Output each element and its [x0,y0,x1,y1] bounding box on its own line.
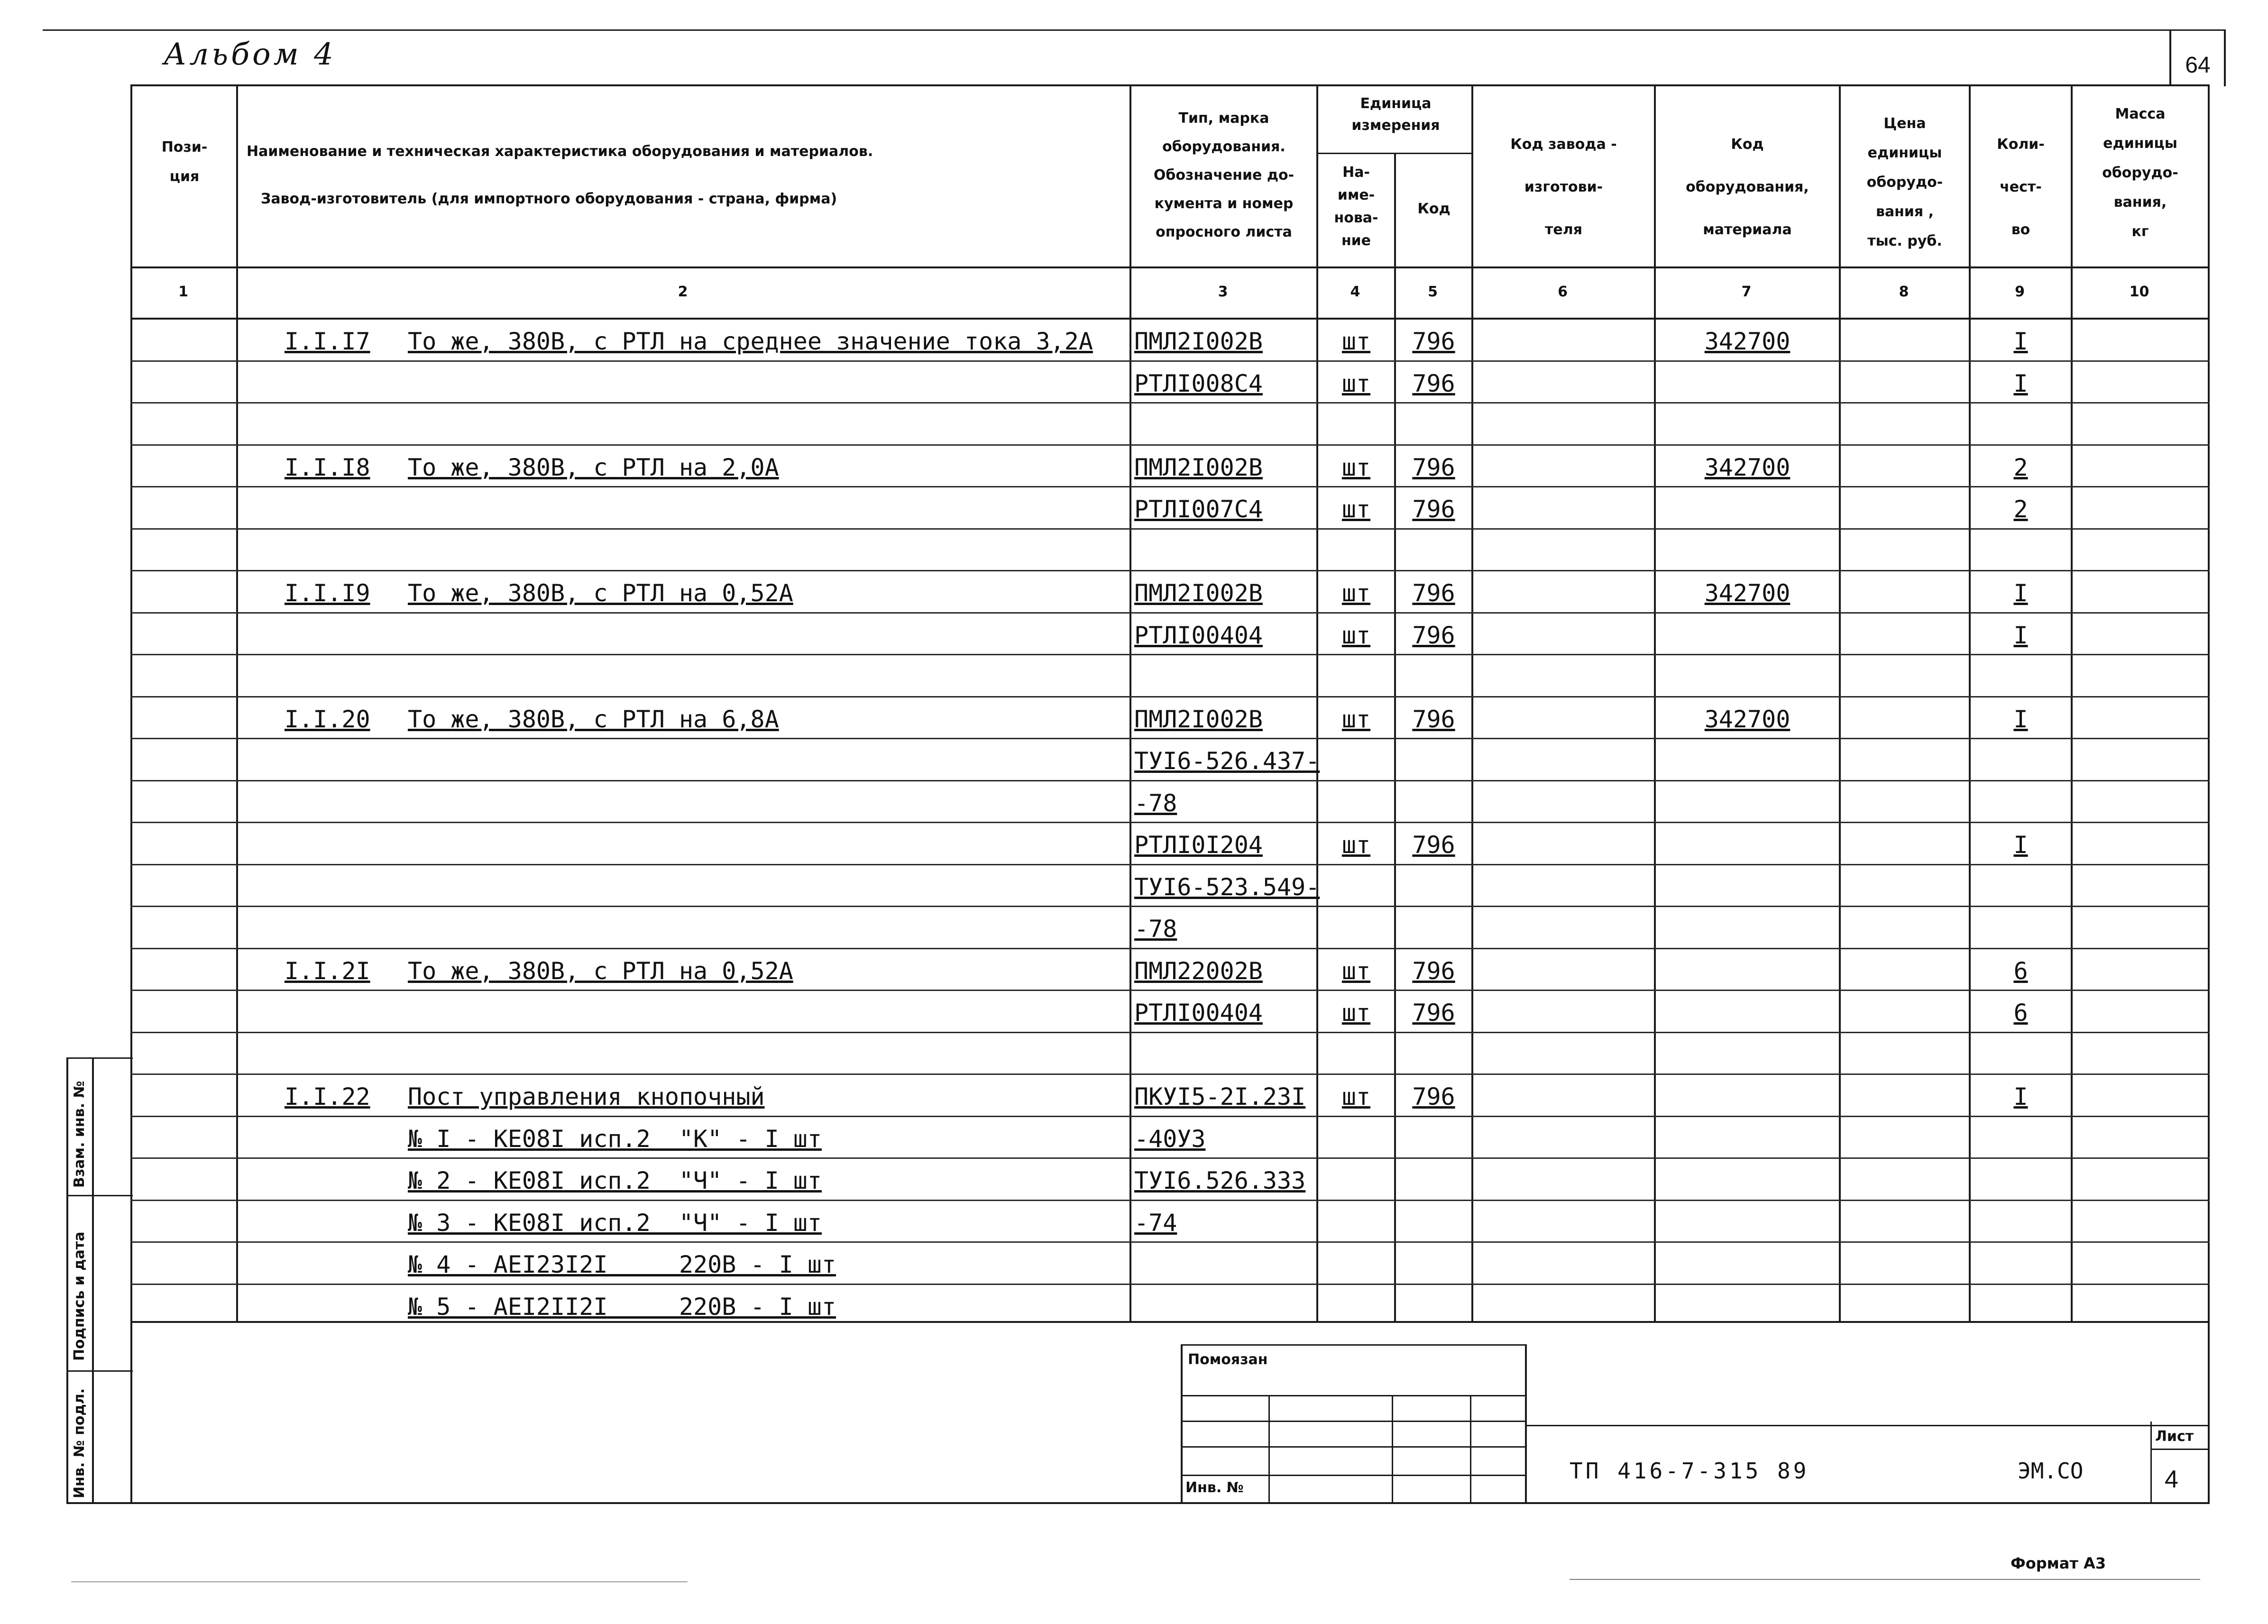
page-number-box-right [2224,29,2226,86]
cell-pos: I.I.I8 [285,453,370,481]
cell-name: То же, 380В, с РТЛ на 6,8А [408,705,779,733]
cell-code: 796 [1412,831,1455,859]
colnum: 1 [178,284,188,300]
header-material-code: Код оборудования, материала [1686,136,1809,238]
cell-type: ПМЛ2I002В [1134,579,1263,607]
cell-name: То же, 380В, с РТЛ на 2,0А [408,453,779,481]
row-separator [130,990,2210,991]
cell-type: ПМЛ2I002В [1134,705,1263,733]
col-line-9 [2071,84,2073,1323]
row-separator [130,1116,2210,1117]
col-line-8 [1969,84,1971,1323]
cell-code: 796 [1412,453,1455,481]
side-stamp-left [66,1057,68,1504]
cell-mat: 342700 [1704,453,1791,481]
row-separator [130,528,2210,530]
approval-col-1 [1268,1395,1270,1503]
cell-code: 796 [1412,328,1455,355]
bottom-trim-rule [1570,1579,2200,1580]
cell-code: 796 [1412,369,1455,397]
row-separator [130,1284,2210,1285]
side-stamp-top [66,1057,133,1059]
cell-name: То же, 380В, с РТЛ на 0,52А [408,579,793,607]
frame-right [2208,84,2210,1504]
cell-type: ПМЛ2I002В [1134,453,1263,481]
cell-qty: 6 [2013,999,2028,1027]
cell-code: 796 [1412,999,1455,1027]
document-suffix: ЭМ.СО [2018,1458,2084,1484]
cell-name: Пост управления кнопочный [408,1083,765,1110]
col-line-7 [1839,84,1841,1323]
cell-qty: I [2013,369,2028,397]
page-number: 64 [2185,53,2211,78]
cell-type: ТУI6-523.549- [1134,873,1320,901]
cell-unit: шт [1341,831,1371,859]
cell-name: То же, 380В, с РТЛ на 0,52А [408,957,793,985]
row-separator [130,654,2210,655]
approval-left [1181,1344,1183,1503]
cell-unit: шт [1341,453,1371,481]
album-title: Альбом 4 [164,37,336,72]
row-separator [130,360,2210,362]
row-separator [130,864,2210,865]
cell-code: 796 [1412,621,1455,649]
sheet-number: 4 [2165,1466,2178,1493]
colnum: 8 [1899,284,1909,300]
cell-qty: I [2013,705,2028,733]
cell-qty: I [2013,831,2028,859]
header-type: Тип, марка оборудования. Обозначение до- кумента и номер опросного листа [1153,110,1295,240]
colnum: 2 [678,284,688,300]
side-stamp-div2 [66,1370,133,1372]
row-separator [130,1157,2210,1159]
row-separator [130,444,2210,446]
header-price: Цена единицы оборудо- вания , тыс. руб. [1866,115,1943,249]
approval-rule-4 [1181,1475,1527,1476]
cell-code: 796 [1412,1083,1455,1110]
cell-type: РТЛI0I204 [1134,831,1263,859]
cell-type: РТЛI00404 [1134,999,1263,1027]
cell-name: № I - КЕ08I исп.2 "К" - I шт [408,1125,822,1153]
cell-mat: 342700 [1704,328,1791,355]
colnum: 3 [1218,284,1228,300]
col-line-5 [1471,84,1473,1323]
cell-type: ТУI6-526.437- [1134,747,1320,775]
side-stamp-div1 [66,1195,133,1196]
sheet-box-left [2150,1422,2152,1503]
frame-top [130,84,2210,86]
col-line-1 [236,84,238,1323]
document-code: ТП 416-7-315 89 [1570,1458,1809,1484]
cell-pos: I.I.2I [285,957,370,985]
cell-code: 796 [1412,957,1455,985]
cell-pos: I.I.22 [285,1083,370,1110]
cell-type: РТЛI00404 [1134,621,1263,649]
cell-name: № 5 - АЕI2II2I 220В - I шт [408,1293,836,1321]
cell-type: ПМЛ22002В [1134,957,1263,985]
cell-type: ПМЛ2I002В [1134,328,1263,355]
row-separator [130,1073,2210,1075]
header-position: Пози- ция [161,139,208,185]
cell-qty: I [2013,328,2028,355]
side-stamp-mid [92,1057,94,1504]
approval-col-3 [1470,1395,1471,1503]
cell-name: № 4 - АЕI23I2I 220В - I шт [408,1251,836,1278]
col-line-2 [1129,84,1131,1323]
row-separator [130,612,2210,614]
colnum: 10 [2129,284,2149,300]
row-separator [130,780,2210,781]
row-separator [130,570,2210,571]
approval-rule-1 [1181,1395,1527,1396]
title-block-rule [1525,1425,2208,1426]
cell-type: ПКУI5-2I.23I [1134,1083,1306,1110]
side-label-original: Инв. № подл. [71,1388,88,1498]
row-separator [130,402,2210,404]
top-rule [43,29,2224,31]
cell-qty: 2 [2013,453,2028,481]
cell-unit: шт [1341,1083,1371,1110]
cell-name: То же, 380В, с РТЛ на среднее значение тока 3,2А [408,328,1093,355]
approval-top [1181,1344,1527,1346]
approval-rule-3 [1181,1446,1527,1448]
cell-type: -78 [1134,789,1177,817]
cell-qty: I [2013,621,2028,649]
header-unit-name: На- име- нова- ние [1334,164,1378,249]
approval-label: Помоязан [1188,1351,1268,1368]
cell-pos: I.I.I9 [285,579,370,607]
row-separator [130,1241,2210,1243]
header-name: Наименование и техническая характеристика оборудования и материалов. Завод-изготовитель (для импортного оборудования - страна, фирма) [247,143,873,207]
row-separator [130,906,2210,907]
cell-unit: шт [1341,328,1371,355]
cell-qty: 2 [2013,495,2028,523]
header-factory-code: Код завода - изготови- теля [1510,136,1617,238]
sheet-label: Лист [2155,1428,2194,1445]
cell-unit: шт [1341,957,1371,985]
cell-unit: шт [1341,369,1371,397]
row-separator [130,948,2210,949]
page-number-box-left [2169,29,2171,86]
approval-rule-2 [1181,1421,1527,1422]
row-separator [130,696,2210,697]
colnum-rule [130,318,2210,320]
header-quantity: Коли- чест- во [1997,136,2045,238]
cell-type: -40УЗ [1134,1125,1206,1153]
cell-unit: шт [1341,705,1371,733]
cell-type: РТЛI007С4 [1134,495,1263,523]
colnum: 7 [1741,284,1752,300]
cell-qty: 6 [2013,957,2028,985]
cell-code: 796 [1412,495,1455,523]
cell-code: 796 [1412,579,1455,607]
cell-qty: I [2013,1083,2028,1110]
cell-pos: I.I.I7 [285,328,370,355]
colnum: 4 [1350,284,1360,300]
row-separator [130,822,2210,823]
cell-type: ТУI6.526.333 [1134,1167,1306,1194]
approval-right [1525,1344,1527,1503]
cell-mat: 342700 [1704,579,1791,607]
colnum: 9 [2015,284,2025,300]
format-label: Формат А3 [2011,1554,2106,1572]
row-separator [130,486,2210,487]
cell-name: № 3 - КЕ08I исп.2 "Ч" - I шт [408,1209,822,1237]
cell-type: -78 [1134,915,1177,943]
row-separator [130,1200,2210,1201]
row-separator [130,1032,2210,1033]
frame-bottom [66,1502,2210,1504]
cell-pos: I.I.20 [285,705,370,733]
colnum: 5 [1428,284,1438,300]
cell-mat: 342700 [1704,705,1791,733]
header-mass: Масса единицы оборудо- вания, кг [2102,106,2178,240]
cell-unit: шт [1341,999,1371,1027]
cell-unit: шт [1341,579,1371,607]
header-unit-code: Код [1417,201,1451,217]
cell-type: -74 [1134,1209,1177,1237]
col-line-6 [1654,84,1656,1323]
cell-unit: шт [1341,621,1371,649]
bottom-trim-rule-left [71,1581,688,1582]
table-bottom-rule [130,1321,2210,1323]
sheet-box-mid [2150,1449,2208,1450]
cell-unit: шт [1341,495,1371,523]
colnum: 6 [1558,284,1568,300]
inventory-label: Инв. № [1185,1479,1244,1496]
cell-code: 796 [1412,705,1455,733]
cell-name: № 2 - КЕ08I исп.2 "Ч" - I шт [408,1167,822,1194]
cell-qty: I [2013,579,2028,607]
unit-group-rule [1316,153,1473,154]
col-line-3 [1316,84,1318,1323]
side-label-signature: Подпись и дата [71,1231,88,1361]
header-unit-group: Единица измерения [1351,95,1440,134]
side-label-replacement: Взам. инв. № [71,1081,88,1188]
row-separator [130,738,2210,739]
approval-col-2 [1392,1395,1393,1503]
cell-type: РТЛI008С4 [1134,369,1263,397]
header-rule [130,266,2210,268]
